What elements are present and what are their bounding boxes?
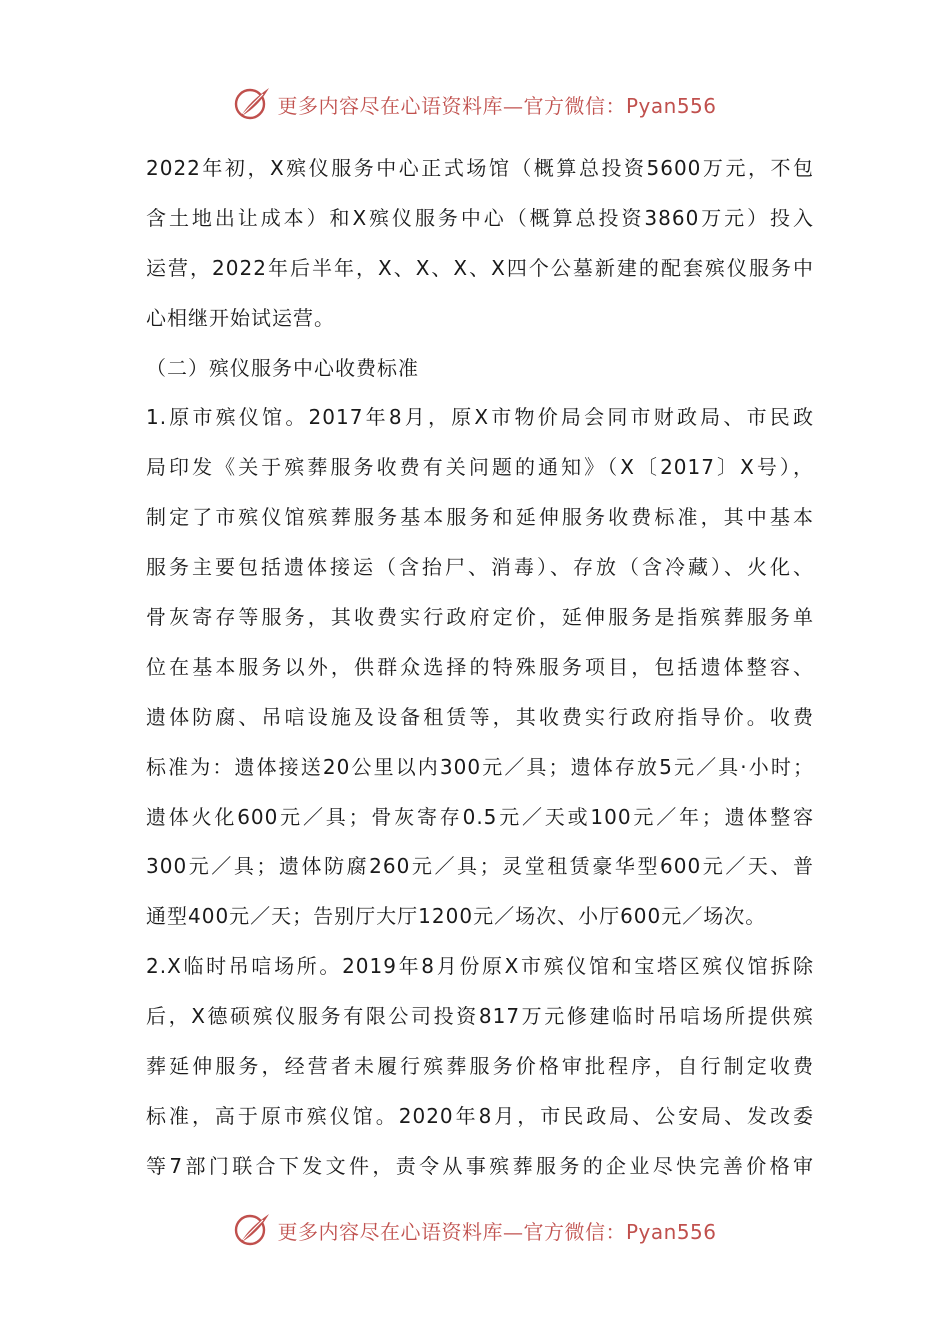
text-line: 遗体防腐、吊唁设施及设备租赁等，其收费实行政府指导价。收费 — [146, 704, 814, 729]
text-line: 服务主要包括遗体接运（含抬尸、消毒）、存放（含冷藏）、火化、 — [146, 555, 814, 580]
document-body — [146, 144, 814, 1192]
text-line: 通型400元／天；告别厅大厅1200元／场次、小厅600元／场次。 — [146, 904, 767, 929]
text-line: 后，X德硕殡仪服务有限公司投资817万元修建临时吊唁场所提供殡 — [146, 1004, 814, 1029]
wechat-id: Pyan556 — [625, 1219, 717, 1244]
text-line: 运营，2022年后半年，X、X、X、X四个公墓新建的配套殡仪服务中 — [146, 255, 814, 280]
quill-logo-icon — [233, 1210, 273, 1250]
text-line: 等7部门联合下发文件，责令从事殡葬服务的企业尽快完善价格审 — [146, 1153, 814, 1178]
text-line: 300元／具；遗体防腐260元／具；灵堂租赁豪华型600元／天、普 — [146, 854, 814, 879]
banner-label: 更多内容尽在心语资料库—官方微信：Pyan556 — [277, 93, 717, 118]
text-line: 标准为：遗体接送20公里以内300元／具；遗体存放5元／具·小时； — [146, 754, 814, 779]
text-line: 心相继开始试运营。 — [146, 305, 335, 330]
text-line: 葬延伸服务，经营者未履行殡葬服务价格审批程序，自行制定收费 — [146, 1054, 814, 1079]
text-line: （二）殡仪服务中心收费标准 — [146, 355, 419, 380]
text-line: 位在基本服务以外，供群众选择的特殊服务项目，包括遗体整容、 — [146, 654, 814, 679]
header-banner — [0, 82, 950, 126]
text-line: 制定了市殡仪馆殡葬服务基本服务和延伸服务收费标准，其中基本 — [146, 505, 814, 530]
text-line: 局印发《关于殡葬服务收费有关问题的通知》（X〔2017〕X号）， — [146, 455, 814, 480]
text-line: 1.原市殡仪馆。2017年8月，原X市物价局会同市财政局、市民政 — [146, 405, 814, 430]
footer-banner — [0, 1208, 950, 1252]
quill-logo-icon — [233, 84, 273, 124]
wechat-id: Pyan556 — [625, 93, 717, 118]
text-line: 标准，高于原市殡仪馆。2020年8月，市民政局、公安局、发改委 — [146, 1103, 814, 1128]
text-line: 2.X临时吊唁场所。2019年8月份原X市殡仪馆和宝塔区殡仪馆拆除 — [146, 954, 814, 979]
text-line: 骨灰寄存等服务，其收费实行政府定价，延伸服务是指殡葬服务单 — [146, 605, 814, 630]
banner-label: 更多内容尽在心语资料库—官方微信：Pyan556 — [277, 1219, 717, 1244]
text-line: 遗体火化600元／具；骨灰寄存0.5元／天或100元／年；遗体整容 — [146, 804, 814, 829]
text-line: 含土地出让成本）和X殡仪服务中心（概算总投资3860万元）投入 — [146, 205, 814, 230]
text-line: 2022年初，X殡仪服务中心正式场馆（概算总投资5600万元，不包 — [146, 156, 814, 180]
